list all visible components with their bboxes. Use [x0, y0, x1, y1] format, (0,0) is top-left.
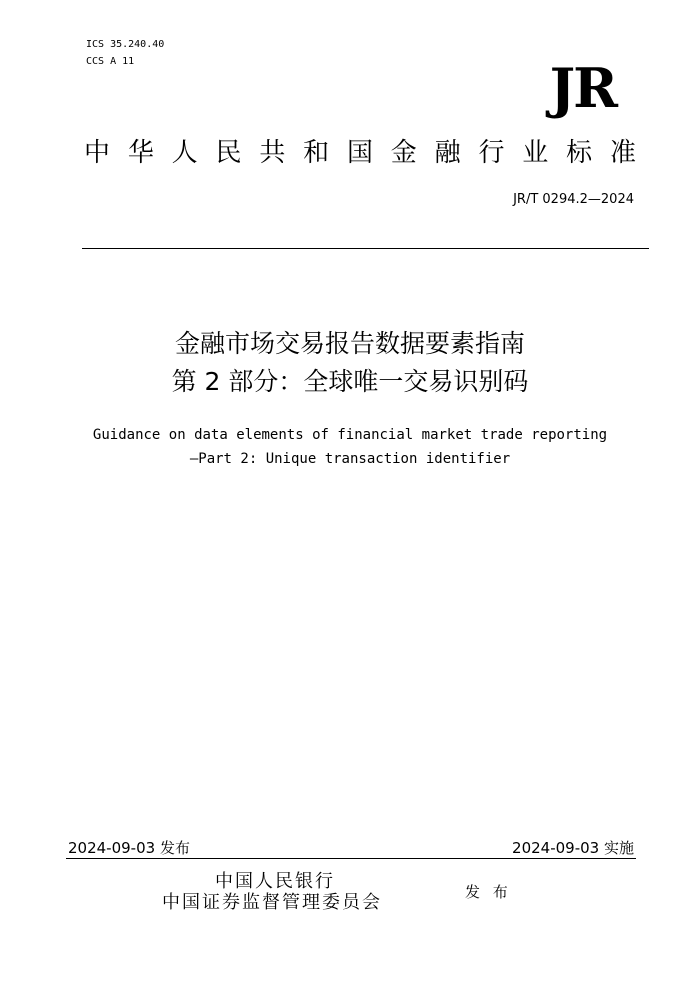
title-cn-line2: 第 2 部分：全球唯一交易识别码 [171, 367, 529, 396]
ics-code: ICS 35.240.40 [86, 39, 165, 50]
top-divider [82, 248, 649, 249]
standard-number: JR/T 0294.2—2024 [513, 192, 634, 207]
standard-category-char: 人 [171, 138, 198, 168]
standard-category-char: 共 [259, 138, 286, 168]
standard-category-char: 民 [215, 138, 242, 168]
standard-category-title [84, 136, 636, 170]
issuer-csrc: 中国证券监督管理委员会 [162, 892, 382, 913]
title-en-line1: Guidance on data elements of financial market trade reporting [92, 427, 608, 443]
standard-category-char: 和 [303, 138, 330, 168]
ccs-code: CCS A 11 [86, 56, 135, 67]
jr-logo: JR [549, 56, 616, 120]
standard-category-char: 业 [522, 138, 549, 168]
standard-category-char: 融 [434, 138, 461, 168]
title-cn-line1: 金融市场交易报告数据要素指南 [174, 329, 525, 358]
bottom-divider [66, 858, 636, 859]
release-date: 2024-09-03 发布 [68, 839, 190, 857]
standard-category-char: 金 [390, 138, 417, 168]
standard-category-char: 标 [566, 138, 593, 168]
issuer-pboc: 中国人民银行 [215, 871, 335, 892]
standard-category-char: 国 [346, 138, 373, 168]
standard-category-char: 华 [127, 138, 154, 168]
publish-label: 发 布 [465, 883, 512, 901]
standard-category-char: 中 [84, 138, 111, 168]
standard-category-char: 行 [478, 138, 505, 168]
implement-date: 2024-09-03 实施 [512, 839, 634, 857]
title-en-line2: —Part 2: Unique transaction identifier [189, 451, 511, 467]
standard-category-char: 准 [609, 138, 636, 168]
